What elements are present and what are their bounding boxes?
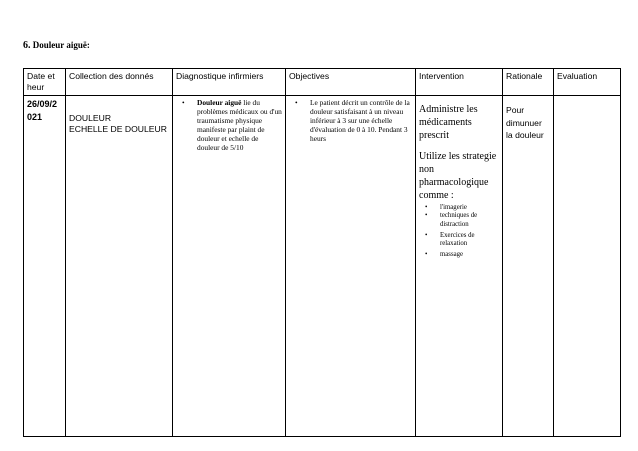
diagnostic-text: lie du problèmes médicaux ou d'un traumatisme physique manifeste par plaint de douleur et echelle de douleur de 5/10 (197, 98, 282, 153)
cell-diagnostic (173, 96, 286, 437)
intervention-item: Exercices de relaxation (440, 231, 475, 248)
section-heading (23, 40, 90, 51)
section-number: 6. (23, 40, 31, 51)
collection-line-2: ECHELLE DE DOULEUR (69, 124, 167, 134)
rationale-text: Pour dimunuer la douleur (506, 105, 544, 140)
list-item (419, 212, 499, 229)
header-evaluation: Evaluation (554, 69, 621, 96)
cell-intervention (416, 96, 503, 437)
bullet-icon: • (182, 98, 185, 107)
section-title: Douleur aiguë: (32, 40, 90, 50)
header-collection: Collection des donnés (66, 69, 173, 96)
cell-evaluation (554, 96, 621, 437)
header-rationale: Rationale (503, 69, 554, 96)
intervention-item: massage (440, 251, 464, 259)
bullet-icon: • (425, 212, 428, 220)
diagnostic-title: Douleur aiguë (197, 98, 242, 107)
intervention-para-1: Administre les médicaments prescrit (419, 104, 478, 141)
list-item (419, 251, 499, 259)
care-plan-table (23, 68, 621, 437)
header-date: Date et heur (24, 69, 66, 96)
cell-date: 26/09/2 021 (24, 96, 66, 437)
header-objectives: Objectives (286, 69, 416, 96)
bullet-icon: • (425, 231, 428, 239)
list-item (176, 98, 282, 153)
bullet-icon: • (425, 204, 428, 211)
objective-text: Le patient décrit un contrôle de la douleur satisfaisant à un niveau inférieur à 3 sur une échelle d'évaluation de 0 à 10. Pendant 3 heurs (310, 98, 410, 144)
header-row (24, 69, 621, 96)
header-intervention: Intervention (416, 69, 503, 96)
bullet-icon: • (295, 98, 298, 107)
intervention-para-2: Utilize les strategie non pharmacologique comme : (419, 151, 497, 201)
objectives-list (289, 98, 412, 143)
collection-line-1: DOULEUR (69, 113, 112, 123)
cell-rationale (503, 96, 554, 437)
bullet-icon: • (425, 251, 428, 259)
cell-collection (66, 96, 173, 437)
list-item (289, 98, 412, 143)
intervention-item: l'imagerie (440, 204, 467, 211)
list-item (419, 232, 499, 249)
list-item (419, 204, 499, 212)
diagnostic-list (176, 98, 282, 153)
table-row (24, 96, 621, 437)
intervention-item: techniques de distraction (440, 212, 478, 228)
cell-objectives (286, 96, 416, 437)
intervention-list (419, 204, 499, 260)
header-diagnostic: Diagnostique infirmiers (173, 69, 286, 96)
